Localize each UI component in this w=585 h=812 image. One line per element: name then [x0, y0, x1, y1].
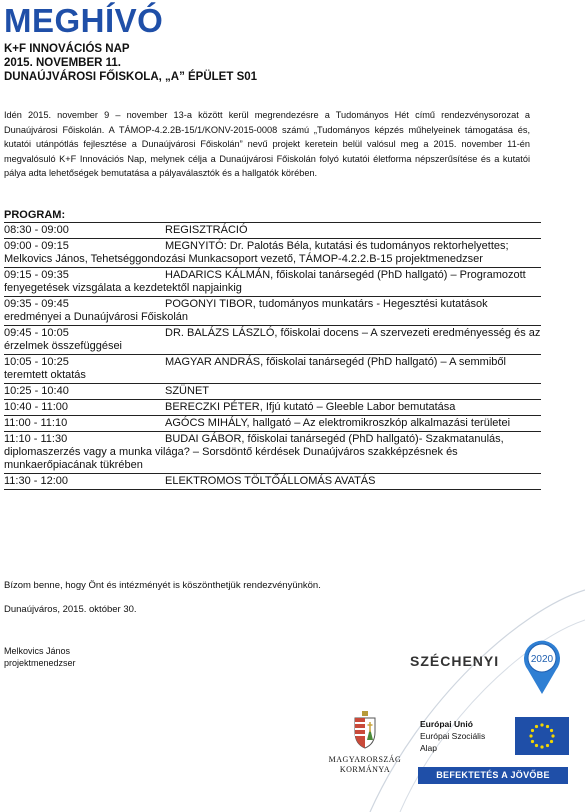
program-row — [4, 415, 541, 431]
szechenyi-pin-icon — [522, 636, 562, 696]
program-time: 11:00 - 11:10 — [4, 417, 68, 429]
program-item-text: ELEKTROMOS TÖLTŐÁLLOMÁS AVATÁS — [165, 475, 376, 487]
program-time: 10:40 - 11:00 — [4, 401, 69, 413]
program-heading: PROGRAM: — [4, 209, 66, 221]
program-item-text: HADARICS KÁLMÁN, főiskolai tanársegéd (PhD hallgató) – Programozott fenyegetések vizsgálata a kezdetektől napjainkig — [4, 269, 526, 294]
program-item-text: REGISZTRÁCIÓ — [165, 224, 248, 236]
eu-star — [540, 723, 543, 726]
eu-star — [551, 734, 554, 737]
program-item-text: DR. BALÁZS LÁSZLÓ, főiskolai docens – A szervezeti eredményesség és az érzelmek összefüggései — [4, 327, 541, 352]
program-item-text: MAGYAR ANDRÁS, főiskolai tanársegéd (PhD hallgató) – A semmiből teremtett oktatás — [4, 356, 506, 381]
eu-star — [540, 745, 543, 748]
page-title: MEGHÍVÓ — [4, 2, 164, 39]
gov-line1: MAGYARORSZÁG — [328, 755, 402, 764]
program-row — [4, 354, 541, 383]
event-venue: DUNAÚJVÁROSI FŐISKOLA, „A” ÉPÜLET S01 — [4, 71, 258, 83]
program-item-text: POGONYI TIBOR, tudományos munkatárs - Hegesztési kutatások eredményei a Dunaújvárosi Főiskolán — [4, 298, 488, 323]
eu-line1: Európai Unió — [420, 719, 473, 729]
eu-star — [535, 744, 538, 747]
program-time: 09:15 - 09:35 — [4, 269, 69, 281]
eu-star — [550, 740, 553, 743]
eu-star — [531, 740, 534, 743]
program-row — [4, 431, 541, 473]
signer-name: Melkovics János — [4, 646, 71, 656]
program-time: 11:30 - 12:00 — [4, 475, 69, 487]
program-row — [4, 383, 541, 399]
eu-star — [531, 729, 534, 732]
program-item-text: AGÓCS MIHÁLY, hallgató – Az elektromikroszkóp alkalmazási területei — [165, 417, 511, 429]
event-name: K+F INNOVÁCIÓS NAP — [4, 43, 130, 55]
eu-star — [550, 729, 553, 732]
eu-star — [529, 734, 532, 737]
eu-star — [535, 725, 538, 728]
program-time: 08:30 - 09:00 — [4, 224, 69, 236]
hungary-government-logo — [320, 710, 410, 775]
eu-line3: Alap — [420, 743, 438, 753]
closing-sentence: Bízom benne, hogy Önt és intézményét is köszönthetjük rendezvényünkön. — [4, 580, 321, 591]
program-table — [4, 222, 541, 490]
program-time: 11:10 - 11:30 — [4, 433, 68, 445]
program-time: 10:05 - 10:25 — [4, 356, 69, 368]
eu-flag-icon — [515, 717, 569, 755]
program-item-text: BERECZKI PÉTER, Ifjú kutató – Gleeble Labor bemutatása — [165, 401, 456, 413]
event-header — [4, 42, 257, 84]
eu-star — [546, 744, 549, 747]
program-row — [4, 473, 541, 489]
eu-line2: Európai Szociális — [420, 731, 486, 741]
coat-of-arms-icon — [350, 710, 380, 750]
program-time: 09:00 - 09:15 — [4, 240, 69, 252]
program-row — [4, 267, 541, 296]
program-item-text: BUDAI GÁBOR, főiskolai tanársegéd (PhD hallgató)- Szakmatanulás, diplomaszerzés vagy a munka világa? – Sorsdöntő kérdések Dunaújváros szakképzésnek és munkaerőpiacának tükrében — [4, 433, 504, 471]
program-time: 09:35 - 09:45 — [4, 298, 69, 310]
program-item-text: SZÜNET — [165, 385, 209, 397]
invest-banner: BEFEKTETÉS A JÖVŐBE — [418, 767, 568, 784]
program-time: 10:25 - 10:40 — [4, 385, 69, 397]
place-date: Dunaújváros, 2015. október 30. — [4, 604, 137, 615]
gov-line2: KORMÁNYA — [339, 765, 391, 774]
program-row — [4, 296, 541, 325]
signature-block — [4, 645, 76, 669]
szechenyi-logo-text: SZÉCHENYI — [410, 653, 500, 669]
event-date: 2015. NOVEMBER 11. — [4, 57, 121, 69]
program-row — [4, 399, 541, 415]
signer-role: projektmenedzser — [4, 658, 76, 668]
program-item-text: MEGNYITÓ: Dr. Palotás Béla, kutatási és tudományos rektorhelyettes; Melkovics János, Tehetséggondozási Munkacsoport vezető, TÁMOP-4.2.2.B-15 projektmenedzser — [4, 240, 509, 265]
program-row — [4, 325, 541, 354]
program-row — [4, 222, 541, 238]
program-time: 09:45 - 10:05 — [4, 327, 69, 339]
program-row — [4, 238, 541, 267]
eu-text-block — [420, 718, 485, 754]
intro-paragraph: Idén 2015. november 9 – november 13-a között kerül megrendezésre a Tudományos Hét című rendezvénysorozat a Dunaújvárosi Főiskolán. A TÁMOP-4.2.2B-15/1/KONV-2015-0008 számú „Tudományos képzés műhelyeinek támogatása és, kutatói utánpótlás fejlesztése a Dunaújvárosi Főiskolán” nevű projekt keretein belül valósul meg a 2015. november 11-én megvalósuló K+F Innovációs Nap, melynek célja a Dunaújvárosi Főiskolán folyó kutatói életforma népszerűsítése és a kutatói pálya adta lehetőségek bemutatása a pályaválasztók és a hallgatók körében. — [4, 110, 530, 178]
eu-star — [546, 725, 549, 728]
szechenyi-year: 2020 — [530, 654, 554, 665]
